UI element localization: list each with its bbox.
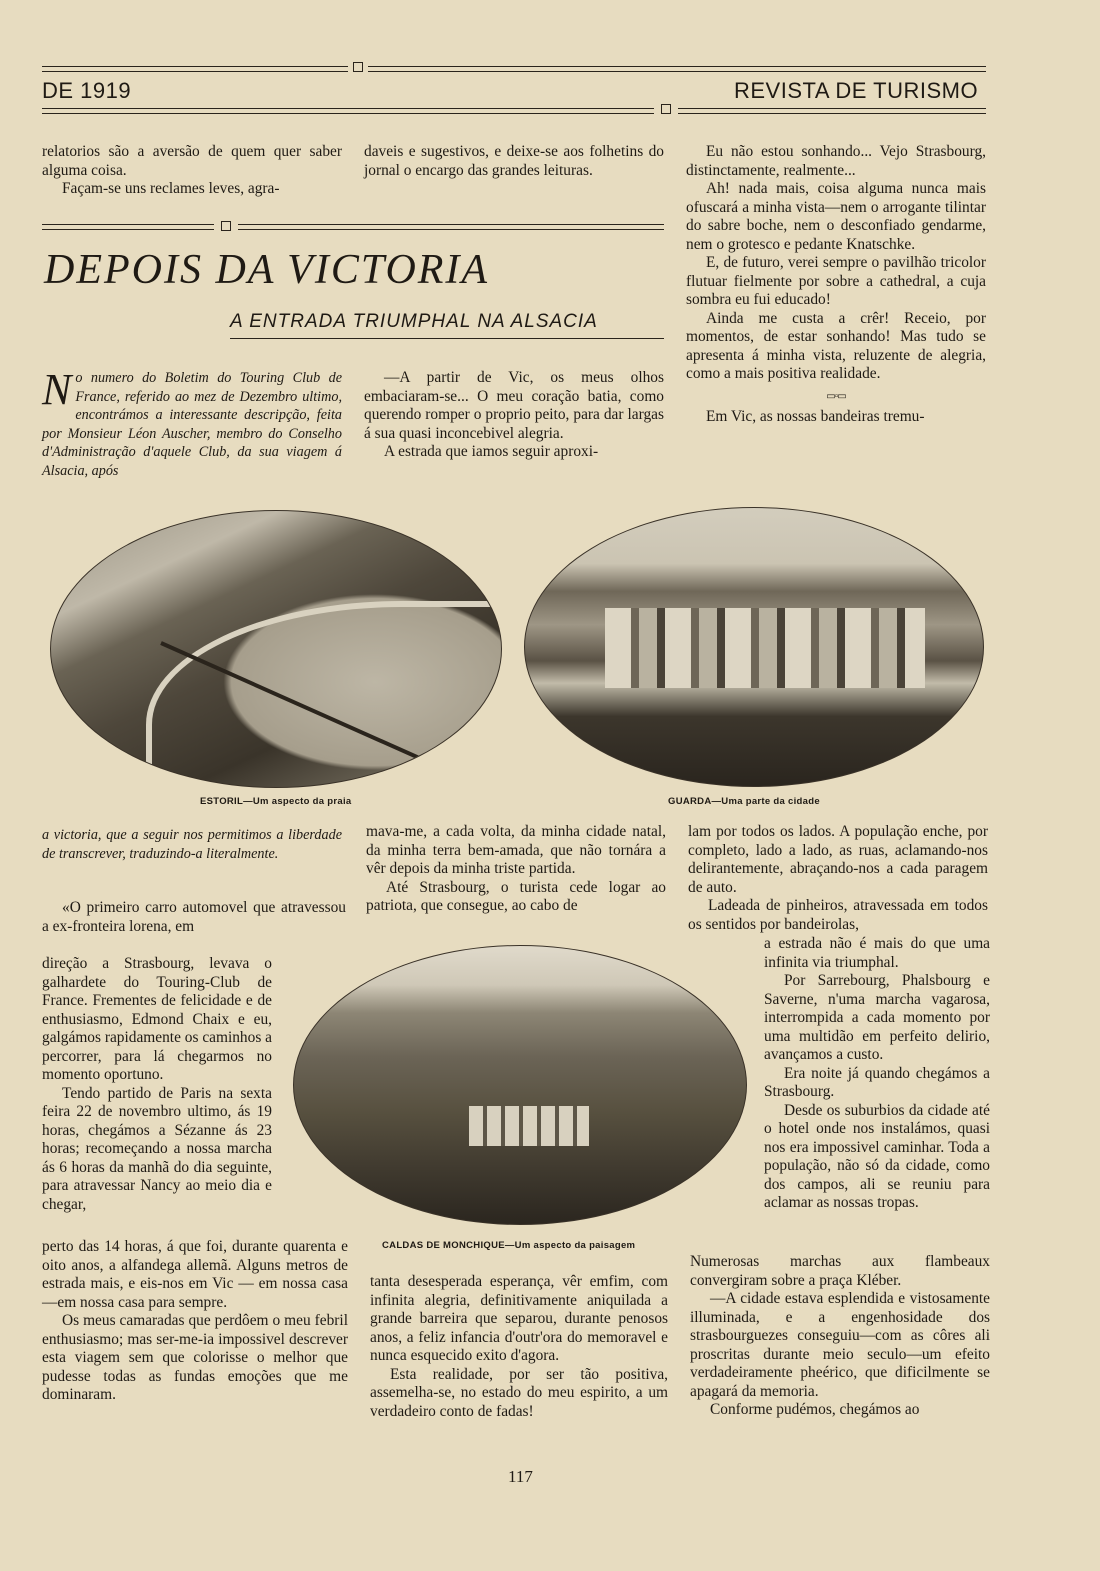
bottom-col2-para-4: Esta realidade, por ser tão positiva, assemelha-se, no estado do meu espirito, a um verdadeiro conto de fadas!	[370, 1365, 668, 1420]
bottom-col1-after	[42, 1238, 348, 1405]
bottom-col3-para-5: Era noite já quando chegámos a Strasbourg.	[764, 1064, 990, 1100]
bottom-col3-para-3: a estrada não é mais do que uma infinita via triumphal.	[764, 935, 990, 971]
intro-col2	[364, 369, 664, 462]
caldas-buildings	[469, 1106, 589, 1146]
running-head-right: REVISTA DE TURISMO	[734, 78, 979, 103]
title-rule-right	[238, 224, 664, 230]
drop-cap: N	[42, 365, 72, 414]
top-col1	[42, 143, 342, 199]
guarda-caption: GUARDA—Uma parte da cidade	[668, 796, 820, 807]
header-ornament-square-2	[661, 104, 671, 114]
bottom-col1-full	[42, 899, 346, 936]
top-col3-para-4: Ainda me custa a crêr! Receio, por momentos, de estar sonhando! Mas tudo se apresenta á minha vista, reluzente de alegria, como a mais positiva realidade.	[686, 309, 986, 382]
title-rule-left	[42, 224, 214, 230]
estoril-shoreline	[146, 601, 502, 788]
estoril-beach-photo	[50, 510, 502, 788]
top-col2	[364, 143, 664, 180]
article-title: DEPOIS DA VICTORIA	[44, 247, 490, 293]
bottom-col2-para-3: tanta desesperada esperança, vêr emfim, com infinita alegria, definitivamente aniquilada a grande barreira que separou, durante penosos anos, a feliz infancia d'outr'ora do memoravel e nunca esquecido exito d'agora.	[370, 1273, 668, 1364]
bottom-col3-para-2: Ladeada de pinheiros, atravessada em todos os sentidos por bandeirolas,	[688, 897, 988, 933]
bottom-col3-para-8: —A cidade estava esplendida e vistosamente illuminada, e a engenhosidade dos strasbourguezes conseguiu—com as côres ali proscritas durante meio seculo—um efeito verdadeiramente pheérico, que dificilmente se apagará da memoria.	[690, 1290, 990, 1400]
bottom-col2-bottom	[370, 1273, 668, 1421]
bottom-col1-para-1: «O primeiro carro automovel que atravessou a ex-fronteira lorena, em	[42, 899, 346, 935]
caldas-caption: CALDAS DE MONCHIQUE—Um aspecto da paisagem	[382, 1240, 636, 1251]
bottom-col3-para-6: Desde os suburbios da cidade até o hotel onde nos instalámos, quasi nos era impossivel caminhar. Toda a população, não só da cidade, como dos campos, ali se reuniu para aclamar as nossas tropas.	[764, 1101, 990, 1211]
bottom-col3-para-1: lam por todos os lados. A população enche, por completo, lado a lado, as ruas, aclamando-nos delirantemente, abraçando-nos a cada paragem de auto.	[688, 823, 988, 896]
intro-col1	[42, 365, 342, 480]
subtitle-underline	[230, 338, 664, 339]
intro-text: o numero do Boletim do Touring Club de France, referido ao mez de Dezembro ultimo, encontrámos a interessante descripção, feita por Monsieur Léon Auscher, membro do Conselho d'Administração d'aquele Club, da sua viagem á Alsacia, após	[42, 370, 342, 479]
header-top-rule-left	[42, 66, 348, 72]
top-col2-para: daveis e sugestivos, e deixe-se aos folhetins do jornal o encargo das grandes leituras.	[364, 143, 664, 179]
top-col1-para: relatorios são a aversão de quem quer saber alguma coisa.	[42, 143, 342, 179]
header-bottom-rule-left	[42, 108, 654, 114]
top-col1-para-2: Façam-se uns reclames leves, agra-	[62, 180, 280, 197]
section-ornament: ▭▫▭	[826, 390, 846, 402]
bottom-col1-para-2: direção a Strasbourg, levava o galhardete do Touring-Club de France. Frementes de felicidade e de enthusiasmo, Edmond Chaix e eu, galgámos rapidamente os caminhos a percorrer, para lá chegarmos no momento oportuno.	[42, 955, 272, 1083]
bottom-col3-narrow	[764, 935, 990, 1213]
top-col3-para-3: E, de futuro, verei sempre o pavilhão tricolor flutuar fielmente por sobre a cathedral, a cuja sombra eu fui educado!	[686, 254, 986, 308]
bottom-col1-para-3: Tendo partido de Paris na sexta feira 22 de novembro ultimo, ás 19 horas, chegámos a Sézanne ás 23 horas; recomeçando a nossa marcha ás 6 horas da manhã do dia seguinte, para atravessar Nancy ao meio dia e chegar,	[42, 1084, 272, 1213]
bottom-col1-para-4: perto das 14 horas, á que foi, durante quarenta e oito anos, a alfandega allemã. Alguns metros de estrada mais, e eis-nos em Vic — em nossa casa—em nossa casa para sempre.	[42, 1238, 348, 1311]
bottom-col1-intro: a victoria, que a seguir nos permitimos a liberdade de transcrever, traduzindo-a literalmente.	[42, 827, 342, 862]
top-col3-para-2: Ah! nada mais, coisa alguma nunca mais ofuscará a minha vista—nem o arrogante tilintar do sabre boche, nem o desconfiado gendarme, nem o grotesco e pedante Knatschke.	[686, 180, 986, 253]
top-col3-para-1: Eu não estou sonhando... Vejo Strasbourg, distinctamente, realmente...	[686, 143, 986, 179]
bottom-col2-para-1: mava-me, a cada volta, da minha cidade natal, da minha terra bem-amada, que não tornára a vêr depois da minha triste partida.	[366, 823, 666, 877]
header-top-rule-right	[368, 66, 986, 72]
bottom-col1-narrow	[42, 955, 272, 1214]
header-bottom-rule-right	[678, 108, 986, 114]
top-col3-para-5: Em Vic, as nossas bandeiras tremu-	[706, 408, 925, 425]
page-number: 117	[508, 1467, 533, 1486]
bottom-col3-after	[690, 1253, 990, 1420]
bottom-col3-para-9: Conforme pudémos, chegámos ao	[710, 1401, 920, 1418]
bottom-col2-top	[366, 823, 666, 916]
bottom-col1-para-5: Os meus camaradas que perdôem o meu febril enthusiasmo; mas ser-me-ia impossivel descrever esta viagem sem que colorisse o melhor que pudesse todas as fundas emoções que me dominaram.	[42, 1312, 348, 1403]
intro-col2-para-1: —A partir de Vic, os meus olhos embaciaram-se... O meu coração batia, como querendo romper o proprio peito, para dar largas á sua quasi inconcebivel alegria.	[364, 369, 664, 442]
caldas-landscape-photo	[293, 945, 747, 1225]
estoril-caption: ESTORIL—Um aspecto da praia	[200, 796, 352, 807]
guarda-houses	[605, 608, 925, 688]
title-ornament-square	[221, 221, 231, 231]
bottom-col3-para-4: Por Sarrebourg, Phalsbourg e Saverne, n'uma marcha vagarosa, interrompida a cada momento por uma multidão em perfeito delirio, avançamos a custo.	[764, 972, 990, 1063]
intro-col2-para-2: A estrada que iamos seguir aproxi-	[384, 443, 599, 460]
guarda-city-photo	[524, 507, 984, 787]
running-head-left: DE 1919	[42, 78, 132, 103]
bottom-col3-para-7: Numerosas marchas aux flambeaux convergiram sobre a praça Kléber.	[690, 1253, 990, 1289]
article-subtitle: A ENTRADA TRIUMPHAL NA ALSACIA	[230, 311, 598, 332]
top-col3	[686, 143, 986, 427]
bottom-col2-para-2: Até Strasbourg, o turista cede logar ao patriota, que consegue, ao cabo de	[366, 878, 666, 914]
header-ornament-square	[353, 62, 363, 72]
bottom-col3-top	[688, 823, 988, 934]
